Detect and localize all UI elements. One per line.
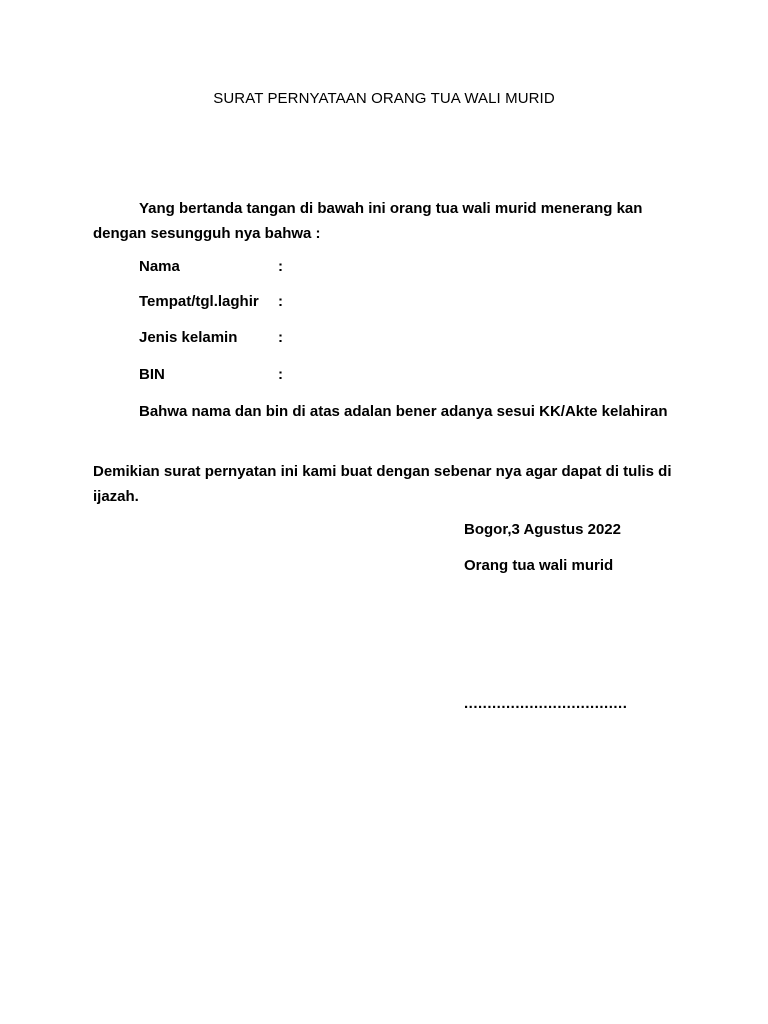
- field-label-nama: Nama: [139, 258, 180, 275]
- field-colon: :: [278, 258, 283, 275]
- intro-paragraph: [93, 196, 683, 246]
- statement-paragraph: [93, 399, 683, 424]
- signer-title: Orang tua wali murid: [464, 557, 614, 574]
- field-label-bin: BIN: [139, 366, 165, 383]
- field-colon: :: [278, 366, 283, 383]
- signature-line: ...................................: [464, 695, 628, 712]
- closing-paragraph: Demikian surat pernyatan ini kami buat dengan sebenar nya agar dapat di tulis di ijazah.: [93, 463, 672, 505]
- field-colon: :: [278, 293, 283, 310]
- field-colon: :: [278, 329, 283, 346]
- field-label-jenis-kelamin: Jenis kelamin: [139, 329, 238, 346]
- document-title: SURAT PERNYATAAN ORANG TUA WALI MURID: [213, 90, 555, 107]
- intro-text: Yang bertanda tangan di bawah ini orang tua wali murid menerang kan dengan sesungguh nya bahwa :: [93, 200, 643, 242]
- place-date: Bogor,3 Agustus 2022: [464, 521, 621, 538]
- statement-text: Bahwa nama dan bin di atas adalan bener adanya sesui KK/Akte kelahiran: [139, 403, 668, 420]
- field-label-tempat-tgl-lahir: Tempat/tgl.laghir: [139, 293, 259, 310]
